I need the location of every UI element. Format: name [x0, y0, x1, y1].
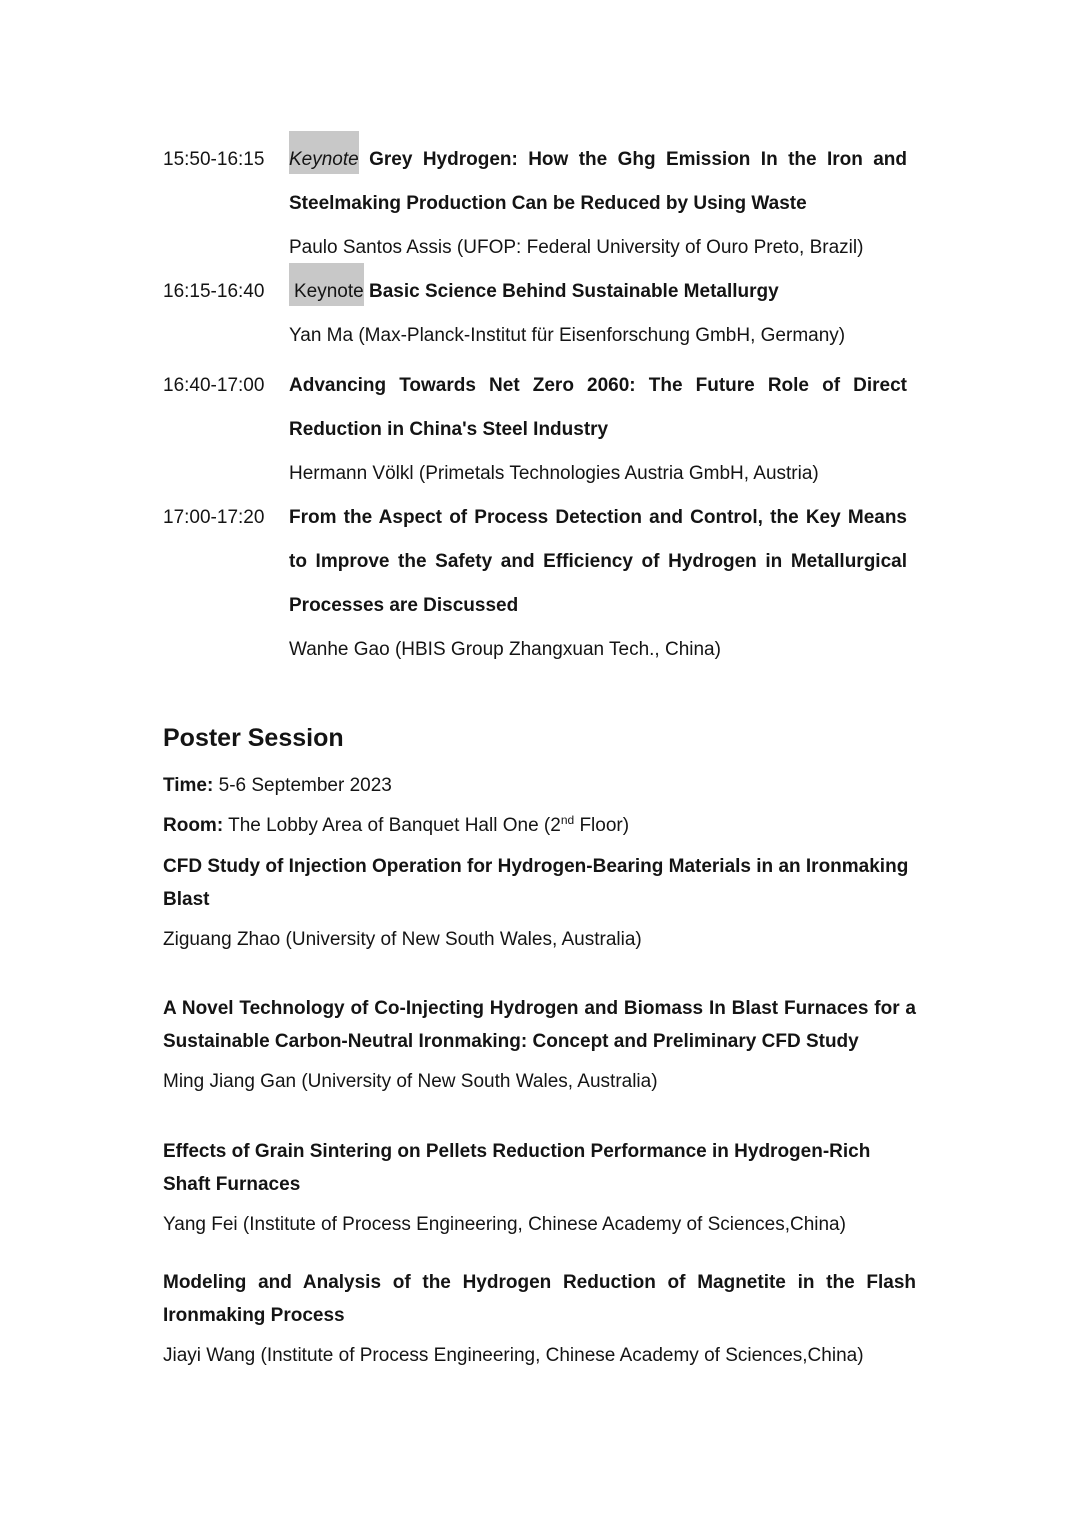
keynote-label: Keynote [289, 131, 359, 174]
poster-time [163, 769, 392, 802]
poster-time-value: 5-6 September 2023 [218, 775, 392, 796]
session-time: 16:15-16:40 [163, 281, 265, 302]
poster-title-line: Blast [163, 889, 210, 910]
session-time: 15:50-16:15 [163, 149, 265, 170]
session-time: 16:40-17:00 [163, 375, 265, 396]
talk-title-line: From the Aspect of Process Detection and Control, the Key Means [289, 507, 907, 528]
speaker-affiliation: Wanhe Gao (HBIS Group Zhangxuan Tech., China) [289, 639, 721, 660]
talk-details [289, 270, 907, 358]
poster-title-line: Effects of Grain Sintering on Pellets Reduction Performance in Hydrogen-Rich [163, 1141, 871, 1162]
poster-title-line: Ironmaking Process [163, 1305, 345, 1326]
talk-title-line [289, 270, 907, 314]
talk-title-line: Reduction in China's Steel Industry [289, 419, 609, 440]
poster-author: Jiayi Wang (Institute of Process Engineering, Chinese Academy of Sciences,China) [163, 1345, 864, 1366]
poster-item [163, 850, 916, 956]
poster-time-label: Time: [163, 775, 214, 796]
talk-title-text: Grey Hydrogen: How the Ghg Emission In the Iron and [369, 149, 907, 170]
session-time: 17:00-17:20 [163, 507, 265, 528]
poster-author: Ziguang Zhao (University of New South Wales, Australia) [163, 929, 642, 950]
talk-title-text: Basic Science Behind Sustainable Metallurgy [369, 281, 779, 302]
talk-details [289, 138, 907, 270]
poster-item [163, 1266, 916, 1372]
talk-details [289, 364, 907, 496]
floor-superscript: nd [560, 813, 575, 827]
poster-item [163, 1135, 916, 1241]
poster-author: Yang Fei (Institute of Process Engineering, Chinese Academy of Sciences,China) [163, 1214, 846, 1235]
poster-room-value-end: Floor) [574, 815, 630, 836]
poster-room [163, 809, 629, 842]
poster-room-label: Room: [163, 815, 224, 836]
talk-title-line: to Improve the Safety and Efficiency of Hydrogen in Metallurgical [289, 551, 907, 572]
poster-title-line: Sustainable Carbon-Neutral Ironmaking: Concept and Preliminary CFD Study [163, 1031, 859, 1052]
poster-title-line: CFD Study of Injection Operation for Hydrogen-Bearing Materials in an Ironmaking [163, 856, 909, 877]
speaker-affiliation: Yan Ma (Max-Planck-Institut für Eisenforschung GmbH, Germany) [289, 325, 846, 346]
speaker-affiliation: Paulo Santos Assis (UFOP: Federal University of Ouro Preto, Brazil) [289, 237, 864, 258]
poster-author: Ming Jiang Gan (University of New South Wales, Australia) [163, 1071, 658, 1092]
talk-title-line [289, 138, 907, 182]
poster-title-line: A Novel Technology of Co-Injecting Hydrogen and Biomass In Blast Furnaces for a [163, 998, 916, 1019]
poster-item [163, 992, 916, 1098]
poster-title-line: Shaft Furnaces [163, 1174, 301, 1195]
talk-title-line: Processes are Discussed [289, 595, 519, 616]
keynote-label: Keynote [289, 263, 364, 306]
talk-title-line: Steelmaking Production Can be Reduced by Using Waste [289, 193, 807, 214]
talk-title-line: Advancing Towards Net Zero 2060: The Future Role of Direct [289, 375, 907, 396]
poster-room-value: The Lobby Area of Banquet Hall One (2 [228, 815, 561, 836]
talk-details [289, 496, 907, 672]
poster-title-line: Modeling and Analysis of the Hydrogen Reduction of Magnetite in the Flash [163, 1272, 916, 1293]
section-heading: Poster Session [163, 724, 344, 752]
speaker-affiliation: Hermann Völkl (Primetals Technologies Austria GmbH, Austria) [289, 463, 819, 484]
